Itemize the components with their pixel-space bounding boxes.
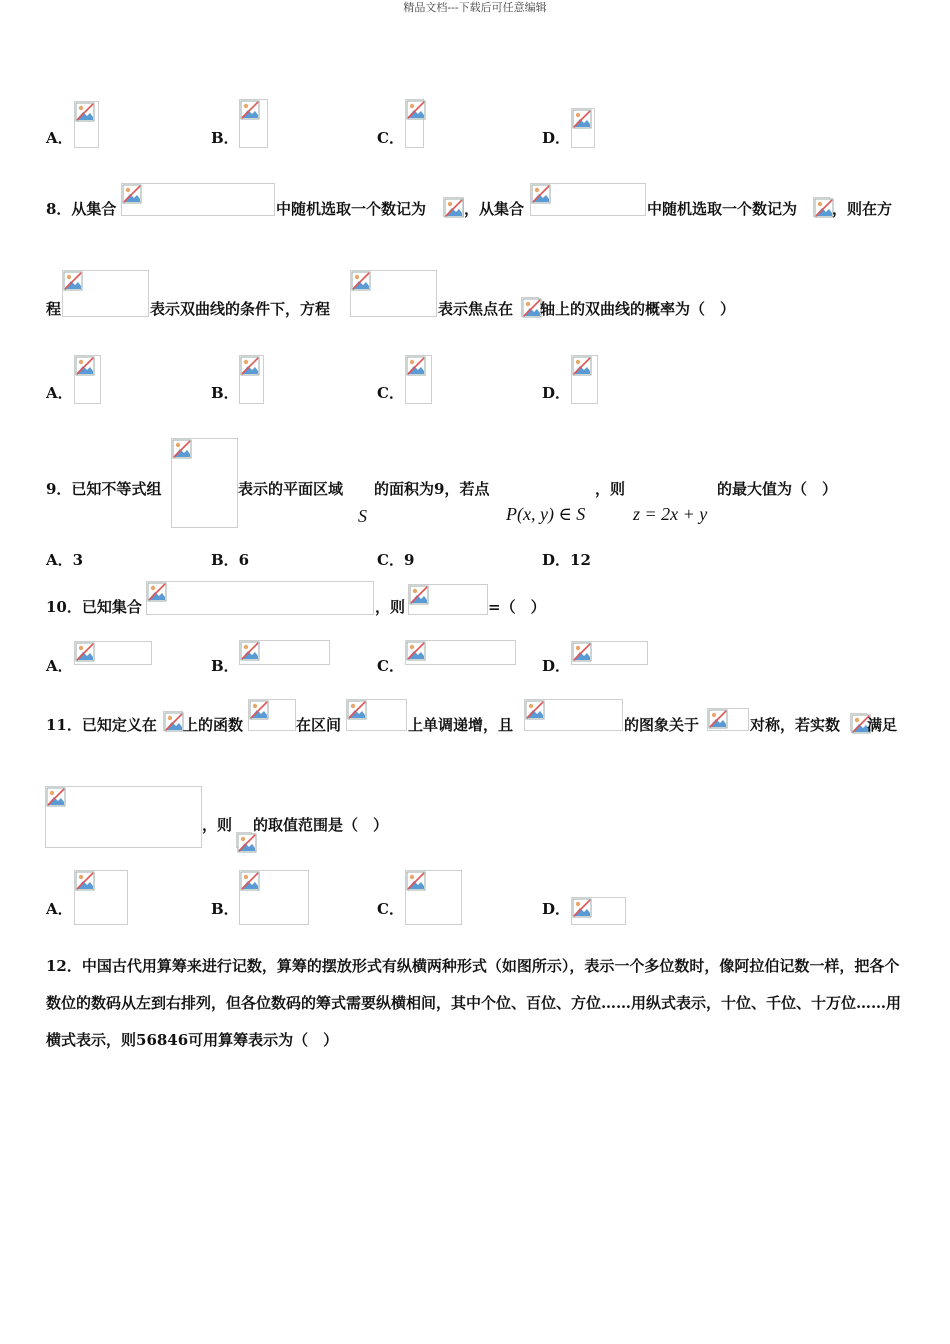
broken-image-icon <box>406 641 426 661</box>
q11-option-a-image <box>74 870 128 925</box>
q8-stem-part-4: ，则在方 <box>832 200 893 218</box>
q8-option-a-image <box>74 355 101 404</box>
broken-image-icon <box>572 898 592 918</box>
q10-option-c-label: C． <box>377 657 404 675</box>
q11-option-c-image <box>405 870 462 925</box>
broken-image-icon <box>237 833 257 853</box>
q11-stem-part-3: 上单调递增，且 <box>408 716 514 734</box>
q8-stem-start: 8．从集合 <box>46 200 117 218</box>
broken-image-icon <box>46 787 66 807</box>
q11-option-d-image <box>571 897 626 925</box>
q12-paragraph: 12．中国古代用算筹来进行记数，算筹的摆放形式有纵横两种形式（如图所示），表示一个多位数时，像阿拉伯记数一样，把各个数位的数码从左到右排列，但各位数码的筹式需要纵横相间，其中个位、百位、方位……用纵式表示，十位、千位、十万位……用横式表示，则56846可用算筹表示为（ ） <box>46 957 902 1049</box>
q10-option-b-label: B． <box>211 657 239 675</box>
q7-option-b-label: B． <box>211 129 239 147</box>
broken-image-icon <box>164 712 184 732</box>
q11-shifted-function-image <box>524 699 623 731</box>
broken-image-icon <box>240 100 260 120</box>
q8-set-a-image <box>121 183 275 216</box>
q7-option-a-image <box>74 101 99 148</box>
broken-image-icon <box>406 871 426 891</box>
q8-option-c-image <box>405 355 432 404</box>
q11-stem-start: 11．已知定义在 <box>46 716 157 734</box>
q10-stem-start: 10．已知集合 <box>46 598 142 616</box>
q11-var-2-image <box>236 832 252 848</box>
q10-option-d-label: D． <box>542 657 571 675</box>
q10-expression-image <box>408 584 488 615</box>
q8-set-b-image <box>530 183 646 216</box>
q8-option-d-label: D． <box>542 384 571 402</box>
broken-image-icon <box>572 109 592 129</box>
q11-interval-image <box>346 699 407 731</box>
q9-stem-part-2: 的面积为9，若点 <box>374 480 490 498</box>
q10-option-c-image <box>405 640 516 665</box>
q8-equation-1-image <box>62 270 149 317</box>
broken-image-icon <box>572 642 592 662</box>
q8-stem-part-1: 中随机选取一个数记为 <box>276 200 427 218</box>
broken-image-icon <box>147 582 167 602</box>
q11-symmetry-line-image <box>707 708 749 731</box>
broken-image-icon <box>406 100 426 120</box>
broken-image-icon <box>249 700 269 720</box>
broken-image-icon <box>347 700 367 720</box>
q9-stem-start: 9．已知不等式组 <box>46 480 162 498</box>
broken-image-icon <box>75 356 95 376</box>
q9-stem-part-1: 表示的平面区域 <box>238 480 344 498</box>
broken-image-icon <box>75 642 95 662</box>
q8-option-b-image <box>239 355 264 404</box>
q8-equation-2-image <box>350 270 437 317</box>
broken-image-icon <box>240 641 260 661</box>
broken-image-icon <box>63 271 83 291</box>
q9-option-a: A．3 <box>46 551 84 569</box>
q10-stem-part-2: =（ ） <box>488 598 546 616</box>
q7-option-c-image <box>405 99 424 148</box>
broken-image-icon <box>444 198 464 218</box>
q9-stem-part-4: 的最大值为（ ） <box>717 480 838 498</box>
q11-option-b-image <box>239 870 309 925</box>
q10-option-b-image <box>239 640 330 665</box>
q7-option-d-label: D． <box>542 129 571 147</box>
q10-set-image <box>146 581 374 615</box>
q10-option-d-image <box>571 641 648 665</box>
q11-condition-image <box>45 786 202 848</box>
broken-image-icon <box>122 184 142 204</box>
broken-image-icon <box>708 709 728 729</box>
page-header: 精品文档---下载后可任意编辑 <box>403 1 547 14</box>
q11-stem-part-2: 在区间 <box>296 716 342 734</box>
q11-stem-part-6: 满足 <box>867 716 898 734</box>
q8-option-c-label: C． <box>377 384 404 402</box>
q9-objective-function: z = 2x + y <box>633 504 708 524</box>
q8-option-d-image <box>571 355 598 404</box>
q8-option-b-label: B． <box>211 384 239 402</box>
broken-image-icon <box>531 184 551 204</box>
q9-option-b: B．6 <box>211 551 250 569</box>
broken-image-icon <box>351 271 371 291</box>
broken-image-icon <box>75 102 95 122</box>
q8-var-b-image <box>813 197 830 217</box>
q8-stem-part-2: ，从集合 <box>464 200 525 218</box>
q7-option-b-image <box>239 99 268 148</box>
q11-option-b-label: B． <box>211 900 239 918</box>
broken-image-icon <box>522 298 542 318</box>
broken-image-icon <box>525 700 545 720</box>
broken-image-icon <box>814 198 834 218</box>
q9-region-symbol: S <box>358 506 367 526</box>
q8-stem-part-5: 程 <box>46 300 62 318</box>
q11-option-a-label: A． <box>46 900 73 918</box>
q10-option-a-image <box>74 641 152 665</box>
q10-stem-part-1: ，则 <box>375 598 406 616</box>
broken-image-icon <box>75 871 95 891</box>
q11-stem-part-7: ，则 <box>202 816 233 834</box>
q11-stem-part-4: 的图象关于 <box>624 716 700 734</box>
q9-point-condition: P(x, y) ∈ S <box>506 504 586 524</box>
q8-stem-part-6: 表示双曲线的条件下，方程 <box>150 300 331 318</box>
broken-image-icon <box>240 356 260 376</box>
q7-option-a-label: A． <box>46 129 73 147</box>
q9-stem-part-3: ，则 <box>595 480 626 498</box>
q11-function-image <box>248 699 296 731</box>
q8-stem-part-3: 中随机选取一个数记为 <box>647 200 798 218</box>
q11-stem-part-8: 的取值范围是（ ） <box>253 816 389 834</box>
q8-stem-part-8: 轴上的双曲线的概率为（ ） <box>540 300 736 318</box>
q11-stem-part-5: 对称，若实数 <box>750 716 841 734</box>
broken-image-icon <box>409 585 429 605</box>
q10-option-a-label: A． <box>46 657 73 675</box>
q8-var-a-image <box>443 197 464 217</box>
q9-option-c: C．9 <box>377 551 415 569</box>
q11-option-c-label: C． <box>377 900 404 918</box>
broken-image-icon <box>240 871 260 891</box>
q11-stem-part-1: 上的函数 <box>183 716 244 734</box>
q8-axis-image <box>521 297 539 317</box>
q9-inequality-system-image <box>171 438 238 528</box>
q8-stem-part-7: 表示焦点在 <box>438 300 514 318</box>
q11-option-d-label: D． <box>542 900 571 918</box>
q8-option-a-label: A． <box>46 384 73 402</box>
broken-image-icon <box>172 439 192 459</box>
q9-option-d: D．12 <box>542 551 591 569</box>
q11-domain-image <box>163 711 183 731</box>
broken-image-icon <box>406 356 426 376</box>
broken-image-icon <box>572 356 592 376</box>
q7-option-c-label: C． <box>377 129 404 147</box>
q7-option-d-image <box>571 108 595 148</box>
q11-var-image <box>850 713 867 731</box>
